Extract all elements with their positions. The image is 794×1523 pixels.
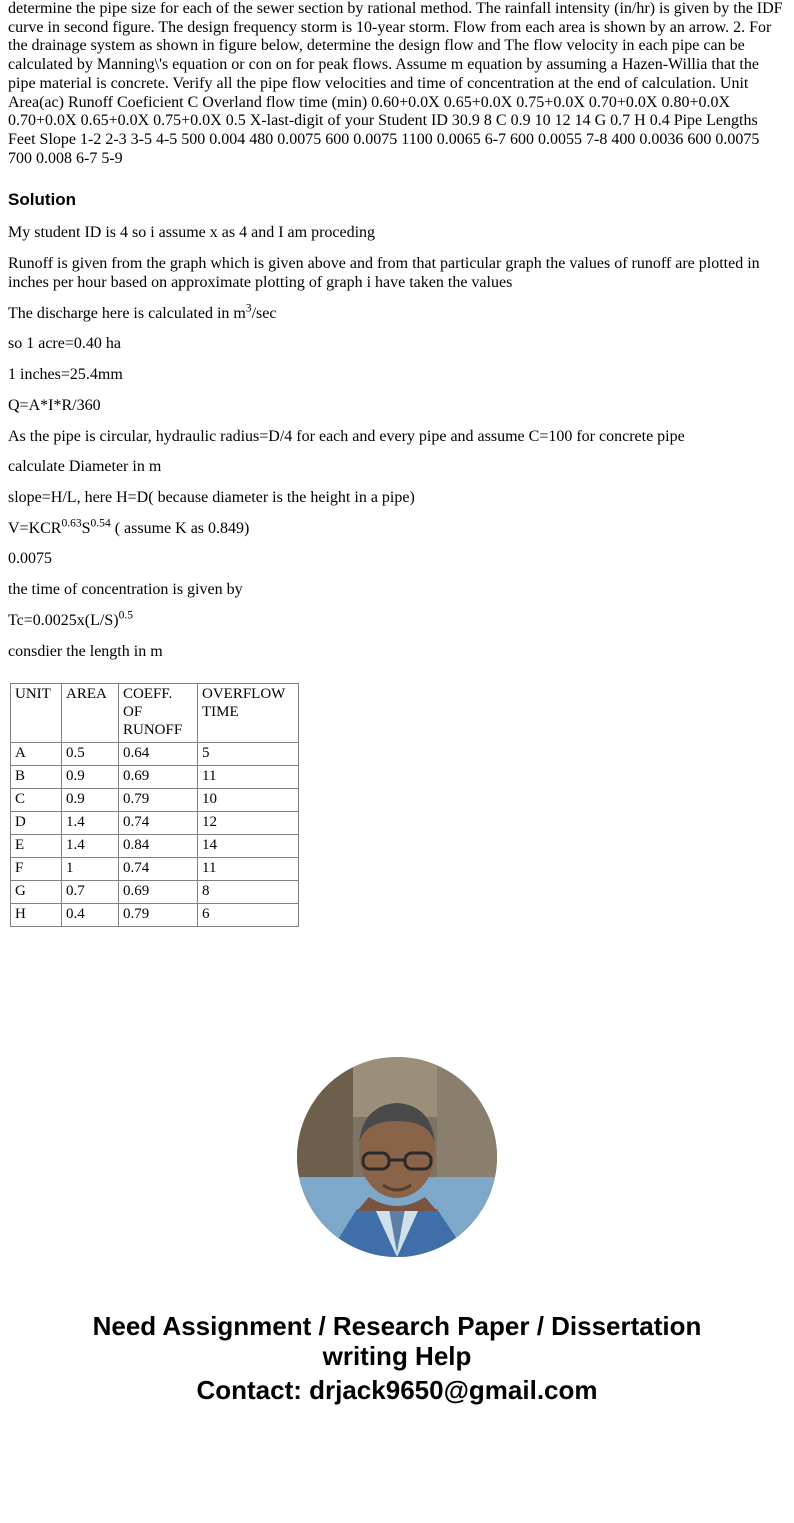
discharge-suffix: /sec bbox=[251, 304, 277, 322]
cell-time: 8 bbox=[198, 881, 299, 904]
table-row bbox=[11, 743, 299, 766]
cell-area: 0.5 bbox=[62, 743, 119, 766]
solution-heading: Solution bbox=[8, 190, 76, 210]
table-row bbox=[11, 835, 299, 858]
avatar bbox=[297, 1057, 497, 1257]
tc-exponent: 0.5 bbox=[118, 609, 133, 622]
solution-step-q-formula: Q=A*I*R/360 bbox=[8, 396, 101, 414]
solution-step-consider-length: consdier the length in m bbox=[8, 642, 163, 660]
tc-prefix: Tc=0.0025x(L/S) bbox=[8, 611, 119, 629]
table-row bbox=[11, 789, 299, 812]
cell-coeff: 0.64 bbox=[119, 743, 198, 766]
cell-unit: C bbox=[11, 789, 62, 812]
velocity-prefix: V=KCR bbox=[8, 519, 62, 537]
cell-unit: A bbox=[11, 743, 62, 766]
velocity-exponent-r: 0.63 bbox=[61, 517, 82, 530]
velocity-exponent-s: 0.54 bbox=[90, 517, 111, 530]
cell-coeff: 0.69 bbox=[119, 881, 198, 904]
table-row bbox=[11, 904, 299, 927]
cell-coeff: 0.74 bbox=[119, 858, 198, 881]
cell-coeff: 0.69 bbox=[119, 766, 198, 789]
solution-step-acre-conversion: so 1 acre=0.40 ha bbox=[8, 335, 121, 353]
promo-line-1: Need Assignment / Research Paper / Dissertation bbox=[92, 1311, 702, 1342]
discharge-prefix: The discharge here is calculated in m bbox=[8, 304, 246, 322]
velocity-suffix: ( assume K as 0.849) bbox=[110, 519, 250, 537]
cell-time: 5 bbox=[198, 743, 299, 766]
cell-time: 6 bbox=[198, 904, 299, 927]
solution-step-slope-value: 0.0075 bbox=[8, 550, 52, 568]
solution-step-runoff-graph: Runoff is given from the graph which is given above and from that particular graph the values of runoff are plotted in inches per hour based on approximate plotting of graph i have taken the values bbox=[8, 255, 760, 291]
promo-text bbox=[8, 1312, 786, 1406]
table-row bbox=[11, 812, 299, 835]
cell-time: 12 bbox=[198, 812, 299, 835]
cell-area: 0.7 bbox=[62, 881, 119, 904]
cell-area: 1.4 bbox=[62, 812, 119, 835]
table-header-unit: UNIT bbox=[11, 684, 62, 743]
cell-coeff: 0.79 bbox=[119, 904, 198, 927]
tc-formula-line bbox=[8, 609, 786, 631]
table-header-row bbox=[11, 684, 299, 743]
velocity-formula-line bbox=[8, 517, 786, 539]
cell-unit: G bbox=[11, 881, 62, 904]
discharge-units-line bbox=[8, 302, 786, 324]
table-header-overflow-time: OVERFLOW TIME bbox=[198, 684, 299, 743]
cell-time: 10 bbox=[198, 789, 299, 812]
promo-contact: Contact: drjack9650@gmail.com bbox=[196, 1375, 598, 1406]
cell-area: 0.9 bbox=[62, 789, 119, 812]
runoff-table bbox=[10, 683, 299, 927]
solution-step-calculate-diameter: calculate Diameter in m bbox=[8, 458, 162, 476]
solution-step-student-id: My student ID is 4 so i assume x as 4 and I am proceding bbox=[8, 224, 376, 242]
footer-promo-block bbox=[8, 1057, 786, 1406]
solution-step-inch-conversion: 1 inches=25.4mm bbox=[8, 366, 123, 384]
cell-unit: H bbox=[11, 904, 62, 927]
promo-line-2: writing Help bbox=[322, 1341, 472, 1372]
cell-unit: B bbox=[11, 766, 62, 789]
cell-area: 1.4 bbox=[62, 835, 119, 858]
discharge-exponent: 3 bbox=[245, 302, 252, 315]
table-header-area: AREA bbox=[62, 684, 119, 743]
cell-time: 11 bbox=[198, 858, 299, 881]
table-header-coeff-runoff: COEFF. OF RUNOFF bbox=[119, 684, 198, 743]
cell-unit: F bbox=[11, 858, 62, 881]
cell-time: 11 bbox=[198, 766, 299, 789]
problem-statement: determine the pipe size for each of the sewer section by rational method. The rainfall intensity (in/hr) is given by the IDF curve in second figure. The design frequency storm is 10-year storm. Flow from each area is shown by an arrow. 2. For the drainage system as shown in figure below, determine the design flow and The flow velocity in each pipe can be calculated by Manning\'s equation or con on for peak flows. Assume m equation by assuming a Hazen-Willia that the pipe material is concrete. Verify all the pipe flow velocities and time of concentration at the end of calculation. Unit Area(ac) Runoff Coeficient C Overland flow time (min) 0.60+0.0X 0.65+0.0X 0.75+0.0X 0.70+0.0X 0.80+0.0X 0.70+0.0X 0.65+0.0X 0.75+0.0X 0.5 X-last-digit of your Student ID 30.9 8 C 0.9 10 12 14 G 0.7 H 0.4 Pipe Lengths Feet Slope 1-2 2-3 3-5 4-5 500 0.004 480 0.0075 600 0.0075 1100 0.0065 6-7 600 0.0055 7-8 400 0.0036 600 0.0075 700 0.008 6-7 5-9 bbox=[8, 0, 783, 167]
solution-step-hydraulic-radius: As the pipe is circular, hydraulic radius=D/4 for each and every pipe and assume C=100 for concrete pipe bbox=[8, 427, 685, 445]
cell-area: 0.4 bbox=[62, 904, 119, 927]
cell-area: 0.9 bbox=[62, 766, 119, 789]
cell-area: 1 bbox=[62, 858, 119, 881]
cell-coeff: 0.84 bbox=[119, 835, 198, 858]
solution-step-slope: slope=H/L, here H=D( because diameter is the height in a pipe) bbox=[8, 488, 415, 506]
table-row bbox=[11, 881, 299, 904]
solution-step-time-concentration: the time of concentration is given by bbox=[8, 581, 243, 599]
table-row bbox=[11, 766, 299, 789]
cell-coeff: 0.74 bbox=[119, 812, 198, 835]
velocity-mid: S bbox=[81, 519, 91, 537]
cell-time: 14 bbox=[198, 835, 299, 858]
cell-unit: D bbox=[11, 812, 62, 835]
table-row bbox=[11, 858, 299, 881]
cell-coeff: 0.79 bbox=[119, 789, 198, 812]
cell-unit: E bbox=[11, 835, 62, 858]
